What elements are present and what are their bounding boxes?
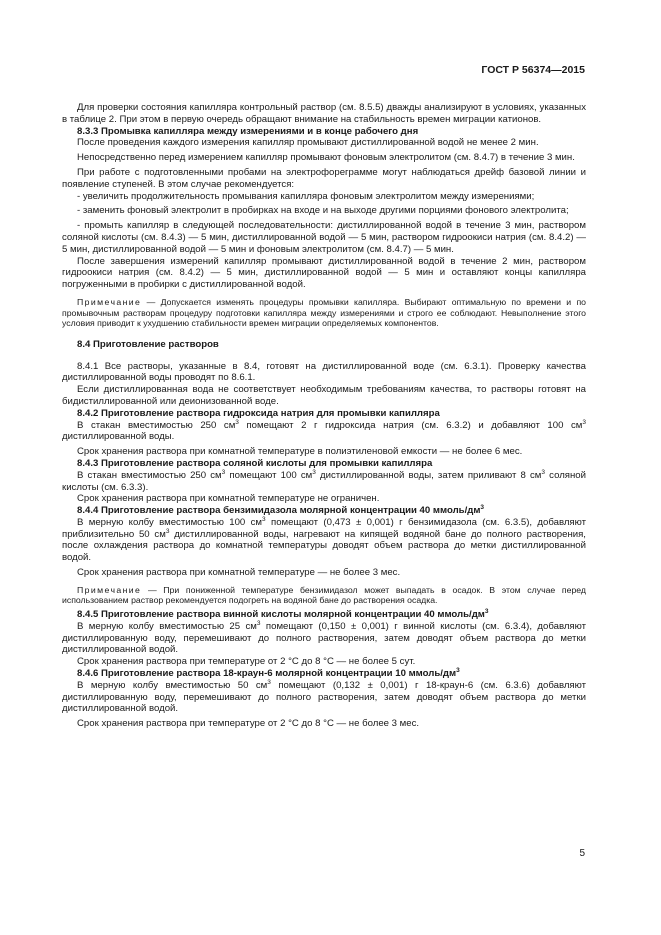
list-item: - заменить фоновый электролит в пробирках на входе и на выходе другими порциями фонового электролита;: [77, 205, 569, 217]
section-heading: 8.4 Приготовление растворов: [77, 338, 219, 350]
paragraph: После проведения каждого измерения капилляр промывают дистиллированной водой не менее 2 мин.: [77, 137, 539, 149]
paragraph: Срок хранения раствора при температуре от 2 °С до 8 °С — не более 5 сут.: [77, 656, 416, 668]
note: [62, 585, 586, 606]
note-text: — Допускается изменять процедуры промывки капилляра. Выбирают оптимальную по времени и по промывочным растворам процедуру подготовки капилляра между измерениями и строго ее соблюдают. Невыполнение этого условия приводит к ухудшению стабильности времен миграции определяемых компонентов.: [62, 296, 586, 329]
paragraph: Если дистиллированная вода не соответствует необходимым требованиям качества, то растворы готовят на бидистиллированной или деионизованной воде.: [62, 384, 586, 407]
section-heading: 8.4.3 Приготовление раствора соляной кислоты для промывки капилляра: [77, 457, 433, 469]
list-item: - промыть капилляр в следующей последовательности: дистиллированной водой в течение 3 мин, раствором соляной кислоты (см. 8.4.3) — 5 мин, дистиллированной водой — 5 мин, раствором гидроокиси натрия (см. 8.4.2) — 5 мин, дистиллированной водой — 5 мин и фоновым электролитом (см. 8.4.7) — 5 мин.: [62, 220, 586, 255]
paragraph: В мерную колбу вместимостью 25 $см^3$ помещают (0,150 ± 0,001) г винной кислоты (см. 6.3.4), добавляют дистиллированную воду, перемешивают до полного растворения, затем доводят объем раствора до метки дистиллированной водой.: [62, 619, 586, 656]
paragraph: В стакан вместимостью 250 $см^3$ помещают 100 $см^3$ дистиллированной воды, затем приливают 8 $см^3$ соляной кислоты (см. 6.3.3).: [62, 468, 586, 493]
paragraph: Срок хранения раствора при комнатной температуре не ограничен.: [77, 493, 380, 505]
section-heading: 8.3.3 Промывка капилляра между измерениями и в конце рабочего дня: [77, 125, 419, 137]
paragraph: В стакан вместимостью 250 $см^3$ помещают 2 г гидроксида натрия (см. 6.3.2) и добавляют 100 $см^3$ дистиллированной воды.: [62, 418, 586, 443]
paragraph: В мерную колбу вместимостью 100 $см^3$ помещают (0,473 ± 0,001) г бензимидазола (см. 6.3.5), добавляют приблизительно 50 $см^3$ дистиллированной воды, нагревают на кипящей водяной бане до полного растворения, после охлаждения раствора до комнатной температуры доводят объем раствора до метки дистиллированной водой.: [62, 515, 586, 564]
paragraph: 8.4.1 Все растворы, указанные в 8.4, готовят на дистиллированной воде (см. 6.3.1). Проверку качества дистиллированной воды проводят по 8.6.1.: [62, 360, 586, 384]
paragraph: Для проверки состояния капилляра контрольный раствор (см. 8.5.5) дважды анализируют в условиях, указанных в таблице 2. При этом в первую очередь обращают внимание на стабильность времен миграции катионов.: [62, 102, 586, 125]
note-label: Примечание: [77, 296, 142, 307]
paragraph: После завершения измерений капилляр промывают дистиллированной водой в течение 2 мин, раствором гидроокиси натрия (см. 8.4.2) — 5 мин, дистиллированной водой — 5 мин и оставляют концы капилляра погруженными в пробирки с дистиллированной водой.: [62, 255, 586, 291]
section-heading: 8.4.4 Приготовление раствора бензимидазола молярной концентрации 40 ммоль/$дм^3$: [77, 504, 485, 517]
page-number: 5: [579, 848, 585, 859]
section-heading: 8.4.6 Приготовление раствора 18-краун-6 молярной концентрации 10 ммоль/$дм^3$: [77, 667, 460, 680]
note: [62, 297, 586, 329]
section-heading: 8.4.2 Приготовление раствора гидроксида натрия для промывки капилляра: [77, 407, 440, 419]
paragraph: В мерную колбу вместимостью 50 $см^3$ помещают (0,132 ± 0,001) г 18-краун-6 (см. 6.3.6) добавляют дистиллированную воду, перемешивают до полного растворения, затем доводят объем раствора до метки дистиллированной водой.: [62, 678, 586, 715]
paragraph: Срок хранения раствора при температуре от 2 °С до 8 °С — не более 3 мес.: [77, 718, 420, 730]
note-text: — При пониженной температуре бензимидазол может выпадать в осадок. В этом случае перед использованием раствор рекомендуется подогреть на водяной бане до растворения осадка.: [62, 584, 586, 606]
section-heading: 8.4.5 Приготовление раствора винной кислоты молярной концентрации 40 ммоль/$дм^3$: [77, 608, 489, 621]
paragraph: Срок хранения раствора при комнатной температуре — не более 3 мес.: [77, 567, 401, 579]
paragraph: Срок хранения раствора при комнатной температуре в полиэтиленовой емкости — не более 6 мес.: [77, 446, 523, 458]
paragraph: При работе с подготовленными пробами на электрофореграмме могут наблюдаться дрейф базовой линии и появление ступеней. В этом случае рекомендуется:: [62, 166, 586, 190]
standard-code: ГОСТ Р 56374—2015: [481, 64, 585, 76]
document-body: [62, 102, 586, 730]
list-item: - увеличить продолжительность промывания капилляра фоновым электролитом между измерениями;: [77, 190, 535, 202]
note-label: Примечание: [77, 584, 142, 595]
paragraph: Непосредственно перед измерением капилляр промывают фоновым электролитом (см. 8.4.7) в течение 3 мин.: [77, 152, 575, 164]
